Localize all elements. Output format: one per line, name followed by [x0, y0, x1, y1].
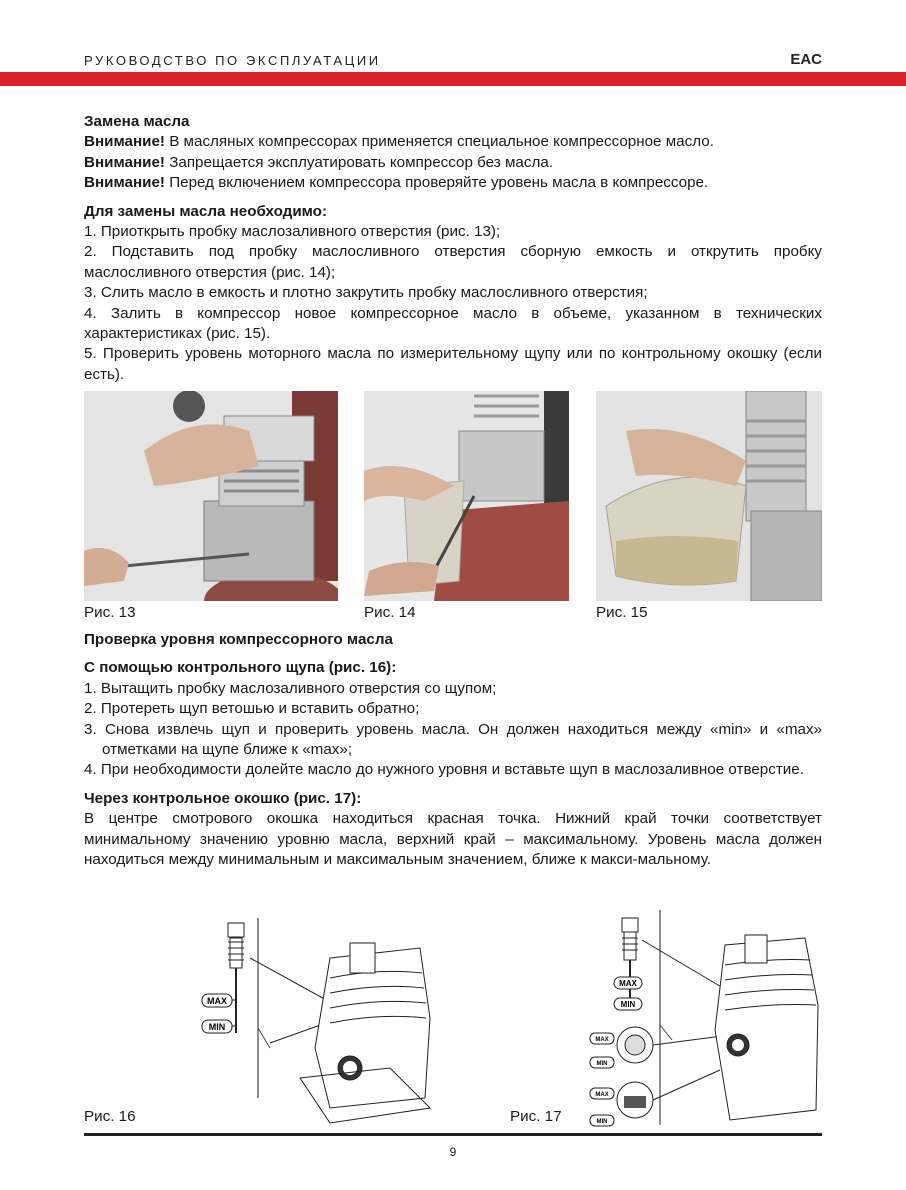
diagram-fig17: [580, 910, 822, 1132]
photo-fig15: [596, 391, 822, 601]
dipstick-step: 4. При необходимости долейте масло до нужного уровня и вставьте щуп в маслозаливное отверстие.: [84, 761, 804, 779]
dipstick-step: 1. Вытащить пробку маслозаливного отверстия со щупом;: [84, 679, 497, 697]
running-header: РУКОВОДСТВО ПО ЭКСПЛУАТАЦИИ: [84, 53, 381, 68]
steps-title: Для замены масла необходимо:: [84, 202, 328, 220]
oil-change-section: [84, 112, 822, 385]
diagram-fig16: [190, 918, 440, 1130]
dipstick-step: 2. Протереть щуп ветошью и вставить обратно;: [84, 700, 420, 718]
footer-rule: [84, 1133, 822, 1136]
warning-3: [84, 173, 822, 193]
dipstick-title: С помощью контрольного щупа (рис. 16):: [84, 659, 397, 677]
window2-max-label: MAX: [595, 1092, 609, 1098]
warning-label: Внимание!: [84, 174, 165, 192]
warning-text: В масляных компрессорах применяется специальное компрессорное масло.: [164, 133, 714, 151]
window1-min-label: MIN: [596, 1061, 608, 1067]
eac-mark: EAC: [790, 51, 822, 68]
warning-label: Внимание!: [84, 153, 165, 171]
window-title: Через контрольное окошко (рис. 17):: [84, 789, 362, 807]
window-text: В центре смотрового окошка находиться красная точка. Нижний край точки соответствует минимальному значению уровню масла, верхний край – максимальному. Уровень масла должен находиться между минимальным и максимальным значением, ближе к макси-мальному.: [84, 810, 822, 869]
step-item: 4. Залить в компрессор новое компрессорное масло в объеме, указанном в технических характеристиках (рис. 15).: [84, 304, 822, 343]
step-item: 2. Подставить под пробку маслосливного отверстия сборную емкость и открутить пробку маслосливного отверстия (рис. 14);: [84, 243, 822, 281]
photo-fig14: [364, 391, 569, 601]
photo-row: [0, 391, 906, 636]
step-item: 3. Слить масло в емкость и плотно закрутить пробку маслосливного отверстия;: [84, 284, 648, 302]
dipstick-max-label: MAX: [207, 996, 227, 1006]
caption-fig13: Рис. 13: [84, 604, 136, 621]
dipstick-step: 3. Снова извлечь щуп и проверить уровень масла. Он должен находиться между «min» и «max» отметками на щупе ближе к «max»;: [84, 720, 822, 759]
step-item: 5. Проверить уровень моторного масла по измерительному щупу или по контрольному окошку (если есть).: [84, 345, 822, 383]
photo-fig13: [84, 391, 338, 601]
step-item: 1. Приоткрыть пробку маслозаливного отверстия (рис. 13);: [84, 223, 501, 241]
page-number: 9: [449, 1145, 457, 1159]
caption-fig15: Рис. 15: [596, 604, 648, 621]
section-title: Замена масла: [84, 113, 190, 130]
header-red-bar: [0, 72, 906, 86]
fig17-max-label: MAX: [619, 979, 637, 988]
warning-text: Запрещается эксплуатировать компрессор без масла.: [164, 153, 553, 171]
caption-fig16: Рис. 16: [84, 1108, 136, 1125]
warning-label: Внимание!: [84, 133, 165, 151]
window1-max-label: MAX: [595, 1037, 609, 1043]
fig17-min-label: MIN: [620, 1000, 636, 1009]
oil-check-title: Проверка уровня компрессорного масла: [84, 631, 393, 648]
window2-min-label: MIN: [596, 1119, 608, 1125]
oil-check-section: [84, 630, 822, 870]
dipstick-min-label: MIN: [208, 1022, 226, 1032]
warning-2: [84, 153, 822, 173]
caption-fig17: Рис. 17: [510, 1108, 562, 1125]
warning-1: [84, 132, 822, 152]
warning-text: Перед включением компрессора проверяйте уровень масла в компрессоре.: [164, 174, 709, 192]
caption-fig14: Рис. 14: [364, 604, 416, 621]
